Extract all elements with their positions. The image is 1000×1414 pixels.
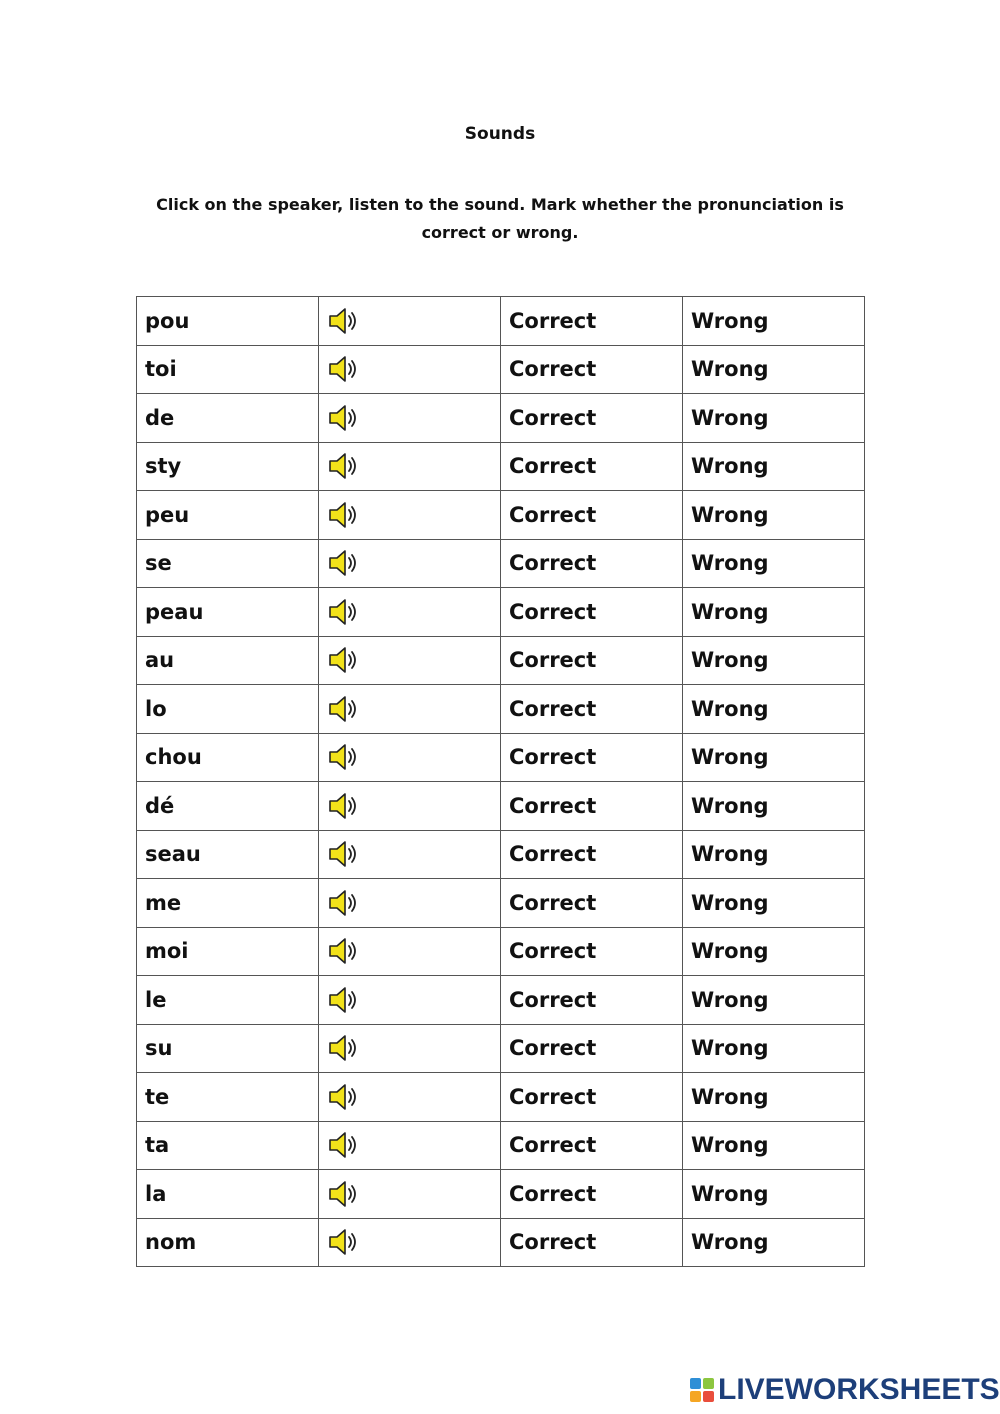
correct-cell	[501, 685, 683, 734]
wrong-option[interactable]: Wrong	[691, 793, 769, 818]
speaker-cell	[319, 976, 501, 1025]
speaker-icon[interactable]	[327, 694, 363, 724]
wrong-option[interactable]: Wrong	[691, 405, 769, 430]
word-cell: pou	[137, 297, 319, 346]
table-row	[137, 782, 865, 831]
table-row	[137, 297, 865, 346]
table-row	[137, 1024, 865, 1073]
word-cell: lo	[137, 685, 319, 734]
word-cell: moi	[137, 927, 319, 976]
correct-option[interactable]: Correct	[509, 502, 597, 527]
word-cell: au	[137, 636, 319, 685]
correct-cell	[501, 976, 683, 1025]
wrong-option[interactable]: Wrong	[691, 308, 769, 333]
wrong-cell	[683, 1170, 865, 1219]
wrong-option[interactable]: Wrong	[691, 648, 769, 673]
wrong-cell	[683, 976, 865, 1025]
word-cell: sty	[137, 442, 319, 491]
wrong-option[interactable]: Wrong	[691, 357, 769, 382]
word-cell: su	[137, 1024, 319, 1073]
wrong-option[interactable]: Wrong	[691, 696, 769, 721]
word-cell: dé	[137, 782, 319, 831]
wrong-option[interactable]: Wrong	[691, 599, 769, 624]
wrong-option[interactable]: Wrong	[691, 1036, 769, 1061]
correct-option[interactable]: Correct	[509, 1181, 597, 1206]
correct-cell	[501, 1024, 683, 1073]
speaker-cell	[319, 1121, 501, 1170]
speaker-icon[interactable]	[327, 888, 363, 918]
speaker-cell	[319, 345, 501, 394]
table-row	[137, 879, 865, 928]
correct-option[interactable]: Correct	[509, 1036, 597, 1061]
speaker-icon[interactable]	[327, 597, 363, 627]
wrong-cell	[683, 588, 865, 637]
speaker-icon[interactable]	[327, 451, 363, 481]
table-row	[137, 1121, 865, 1170]
logo-square	[690, 1378, 701, 1389]
speaker-icon[interactable]	[327, 1130, 363, 1160]
speaker-cell	[319, 1218, 501, 1267]
wrong-option[interactable]: Wrong	[691, 551, 769, 576]
word-cell: te	[137, 1073, 319, 1122]
speaker-icon[interactable]	[327, 548, 363, 578]
speaker-icon[interactable]	[327, 1179, 363, 1209]
correct-option[interactable]: Correct	[509, 1084, 597, 1109]
speaker-cell	[319, 297, 501, 346]
logo-square	[703, 1391, 714, 1402]
correct-cell	[501, 394, 683, 443]
correct-option[interactable]: Correct	[509, 1133, 597, 1158]
speaker-cell	[319, 1073, 501, 1122]
speaker-cell	[319, 782, 501, 831]
table-row	[137, 685, 865, 734]
speaker-icon[interactable]	[327, 500, 363, 530]
wrong-cell	[683, 830, 865, 879]
correct-cell	[501, 927, 683, 976]
correct-cell	[501, 442, 683, 491]
speaker-icon[interactable]	[327, 936, 363, 966]
wrong-cell	[683, 297, 865, 346]
word-cell: la	[137, 1170, 319, 1219]
table-row	[137, 442, 865, 491]
speaker-cell	[319, 733, 501, 782]
table-row	[137, 588, 865, 637]
word-cell: chou	[137, 733, 319, 782]
speaker-icon[interactable]	[327, 985, 363, 1015]
wrong-cell	[683, 491, 865, 540]
logo-square	[690, 1391, 701, 1402]
word-cell: seau	[137, 830, 319, 879]
instructions-text: Click on the speaker, listen to the sound. Mark whether the pronunciation is correct or wrong.	[156, 195, 844, 242]
correct-cell	[501, 491, 683, 540]
correct-cell	[501, 1121, 683, 1170]
page-title: Sounds	[464, 124, 536, 144]
speaker-cell	[319, 830, 501, 879]
correct-option[interactable]: Correct	[509, 939, 597, 964]
correct-option[interactable]: Correct	[509, 890, 597, 915]
wrong-cell	[683, 345, 865, 394]
correct-cell	[501, 782, 683, 831]
wrong-option[interactable]: Wrong	[691, 1181, 769, 1206]
speaker-icon[interactable]	[327, 354, 363, 384]
correct-option[interactable]: Correct	[509, 1230, 597, 1255]
wrong-option[interactable]: Wrong	[691, 745, 769, 770]
table-row	[137, 394, 865, 443]
wrong-cell	[683, 1073, 865, 1122]
correct-cell	[501, 297, 683, 346]
speaker-icon[interactable]	[327, 306, 363, 336]
correct-option[interactable]: Correct	[509, 793, 597, 818]
speaker-cell	[319, 879, 501, 928]
wrong-option[interactable]: Wrong	[691, 454, 769, 479]
correct-cell	[501, 1073, 683, 1122]
correct-option[interactable]: Correct	[509, 405, 597, 430]
correct-option[interactable]: Correct	[509, 308, 597, 333]
speaker-cell	[319, 685, 501, 734]
speaker-icon[interactable]	[327, 742, 363, 772]
word-cell: peu	[137, 491, 319, 540]
correct-option[interactable]: Correct	[509, 842, 597, 867]
logo-square	[703, 1378, 714, 1389]
word-cell: le	[137, 976, 319, 1025]
table-row	[137, 491, 865, 540]
table-row	[137, 733, 865, 782]
word-cell: peau	[137, 588, 319, 637]
correct-cell	[501, 1218, 683, 1267]
word-cell: nom	[137, 1218, 319, 1267]
speaker-cell	[319, 636, 501, 685]
speaker-icon[interactable]	[327, 1033, 363, 1063]
speaker-cell	[319, 442, 501, 491]
table-row	[137, 539, 865, 588]
correct-option[interactable]: Correct	[509, 745, 597, 770]
correct-cell	[501, 539, 683, 588]
table-row	[137, 927, 865, 976]
correct-option[interactable]: Correct	[509, 551, 597, 576]
table-row	[137, 976, 865, 1025]
speaker-icon[interactable]	[327, 839, 363, 869]
word-cell: ta	[137, 1121, 319, 1170]
wrong-option[interactable]: Wrong	[691, 1133, 769, 1158]
correct-option[interactable]: Correct	[509, 648, 597, 673]
wrong-cell	[683, 927, 865, 976]
wrong-cell	[683, 442, 865, 491]
wrong-cell	[683, 636, 865, 685]
correct-cell	[501, 636, 683, 685]
correct-cell	[501, 733, 683, 782]
wrong-cell	[683, 685, 865, 734]
logo-text: LIVEWORKSHEETS	[718, 1373, 1000, 1406]
correct-option[interactable]: Correct	[509, 357, 597, 382]
speaker-cell	[319, 539, 501, 588]
wrong-option[interactable]: Wrong	[691, 987, 769, 1012]
speaker-cell	[319, 491, 501, 540]
wrong-cell	[683, 782, 865, 831]
table-row	[137, 1073, 865, 1122]
table-row	[137, 636, 865, 685]
speaker-cell	[319, 1170, 501, 1219]
wrong-option[interactable]: Wrong	[691, 1230, 769, 1255]
correct-cell	[501, 1170, 683, 1219]
word-cell: toi	[137, 345, 319, 394]
wrong-cell	[683, 394, 865, 443]
correct-cell	[501, 879, 683, 928]
wrong-cell	[683, 733, 865, 782]
wrong-cell	[683, 539, 865, 588]
wrong-cell	[683, 1024, 865, 1073]
wrong-option[interactable]: Wrong	[691, 842, 769, 867]
wrong-cell	[683, 1121, 865, 1170]
speaker-icon[interactable]	[327, 791, 363, 821]
speaker-icon[interactable]	[327, 1227, 363, 1257]
speaker-cell	[319, 927, 501, 976]
wrong-cell	[683, 1218, 865, 1267]
speaker-icon[interactable]	[327, 1082, 363, 1112]
word-cell: se	[137, 539, 319, 588]
table-row	[137, 1218, 865, 1267]
correct-cell	[501, 830, 683, 879]
speaker-icon[interactable]	[327, 403, 363, 433]
sounds-table	[136, 296, 865, 1267]
speaker-icon[interactable]	[327, 645, 363, 675]
correct-option[interactable]: Correct	[509, 599, 597, 624]
speaker-cell	[319, 394, 501, 443]
correct-cell	[501, 588, 683, 637]
wrong-option[interactable]: Wrong	[691, 1084, 769, 1109]
word-cell: de	[137, 394, 319, 443]
speaker-cell	[319, 588, 501, 637]
wrong-option[interactable]: Wrong	[691, 890, 769, 915]
correct-option[interactable]: Correct	[509, 454, 597, 479]
correct-option[interactable]: Correct	[509, 987, 597, 1012]
wrong-option[interactable]: Wrong	[691, 939, 769, 964]
word-cell: me	[137, 879, 319, 928]
wrong-option[interactable]: Wrong	[691, 502, 769, 527]
wrong-cell	[683, 879, 865, 928]
correct-cell	[501, 345, 683, 394]
speaker-cell	[319, 1024, 501, 1073]
liveworksheets-logo	[690, 1374, 1000, 1406]
correct-option[interactable]: Correct	[509, 696, 597, 721]
table-row	[137, 830, 865, 879]
table-row	[137, 1170, 865, 1219]
table-row	[137, 345, 865, 394]
logo-mark-icon	[690, 1378, 714, 1402]
